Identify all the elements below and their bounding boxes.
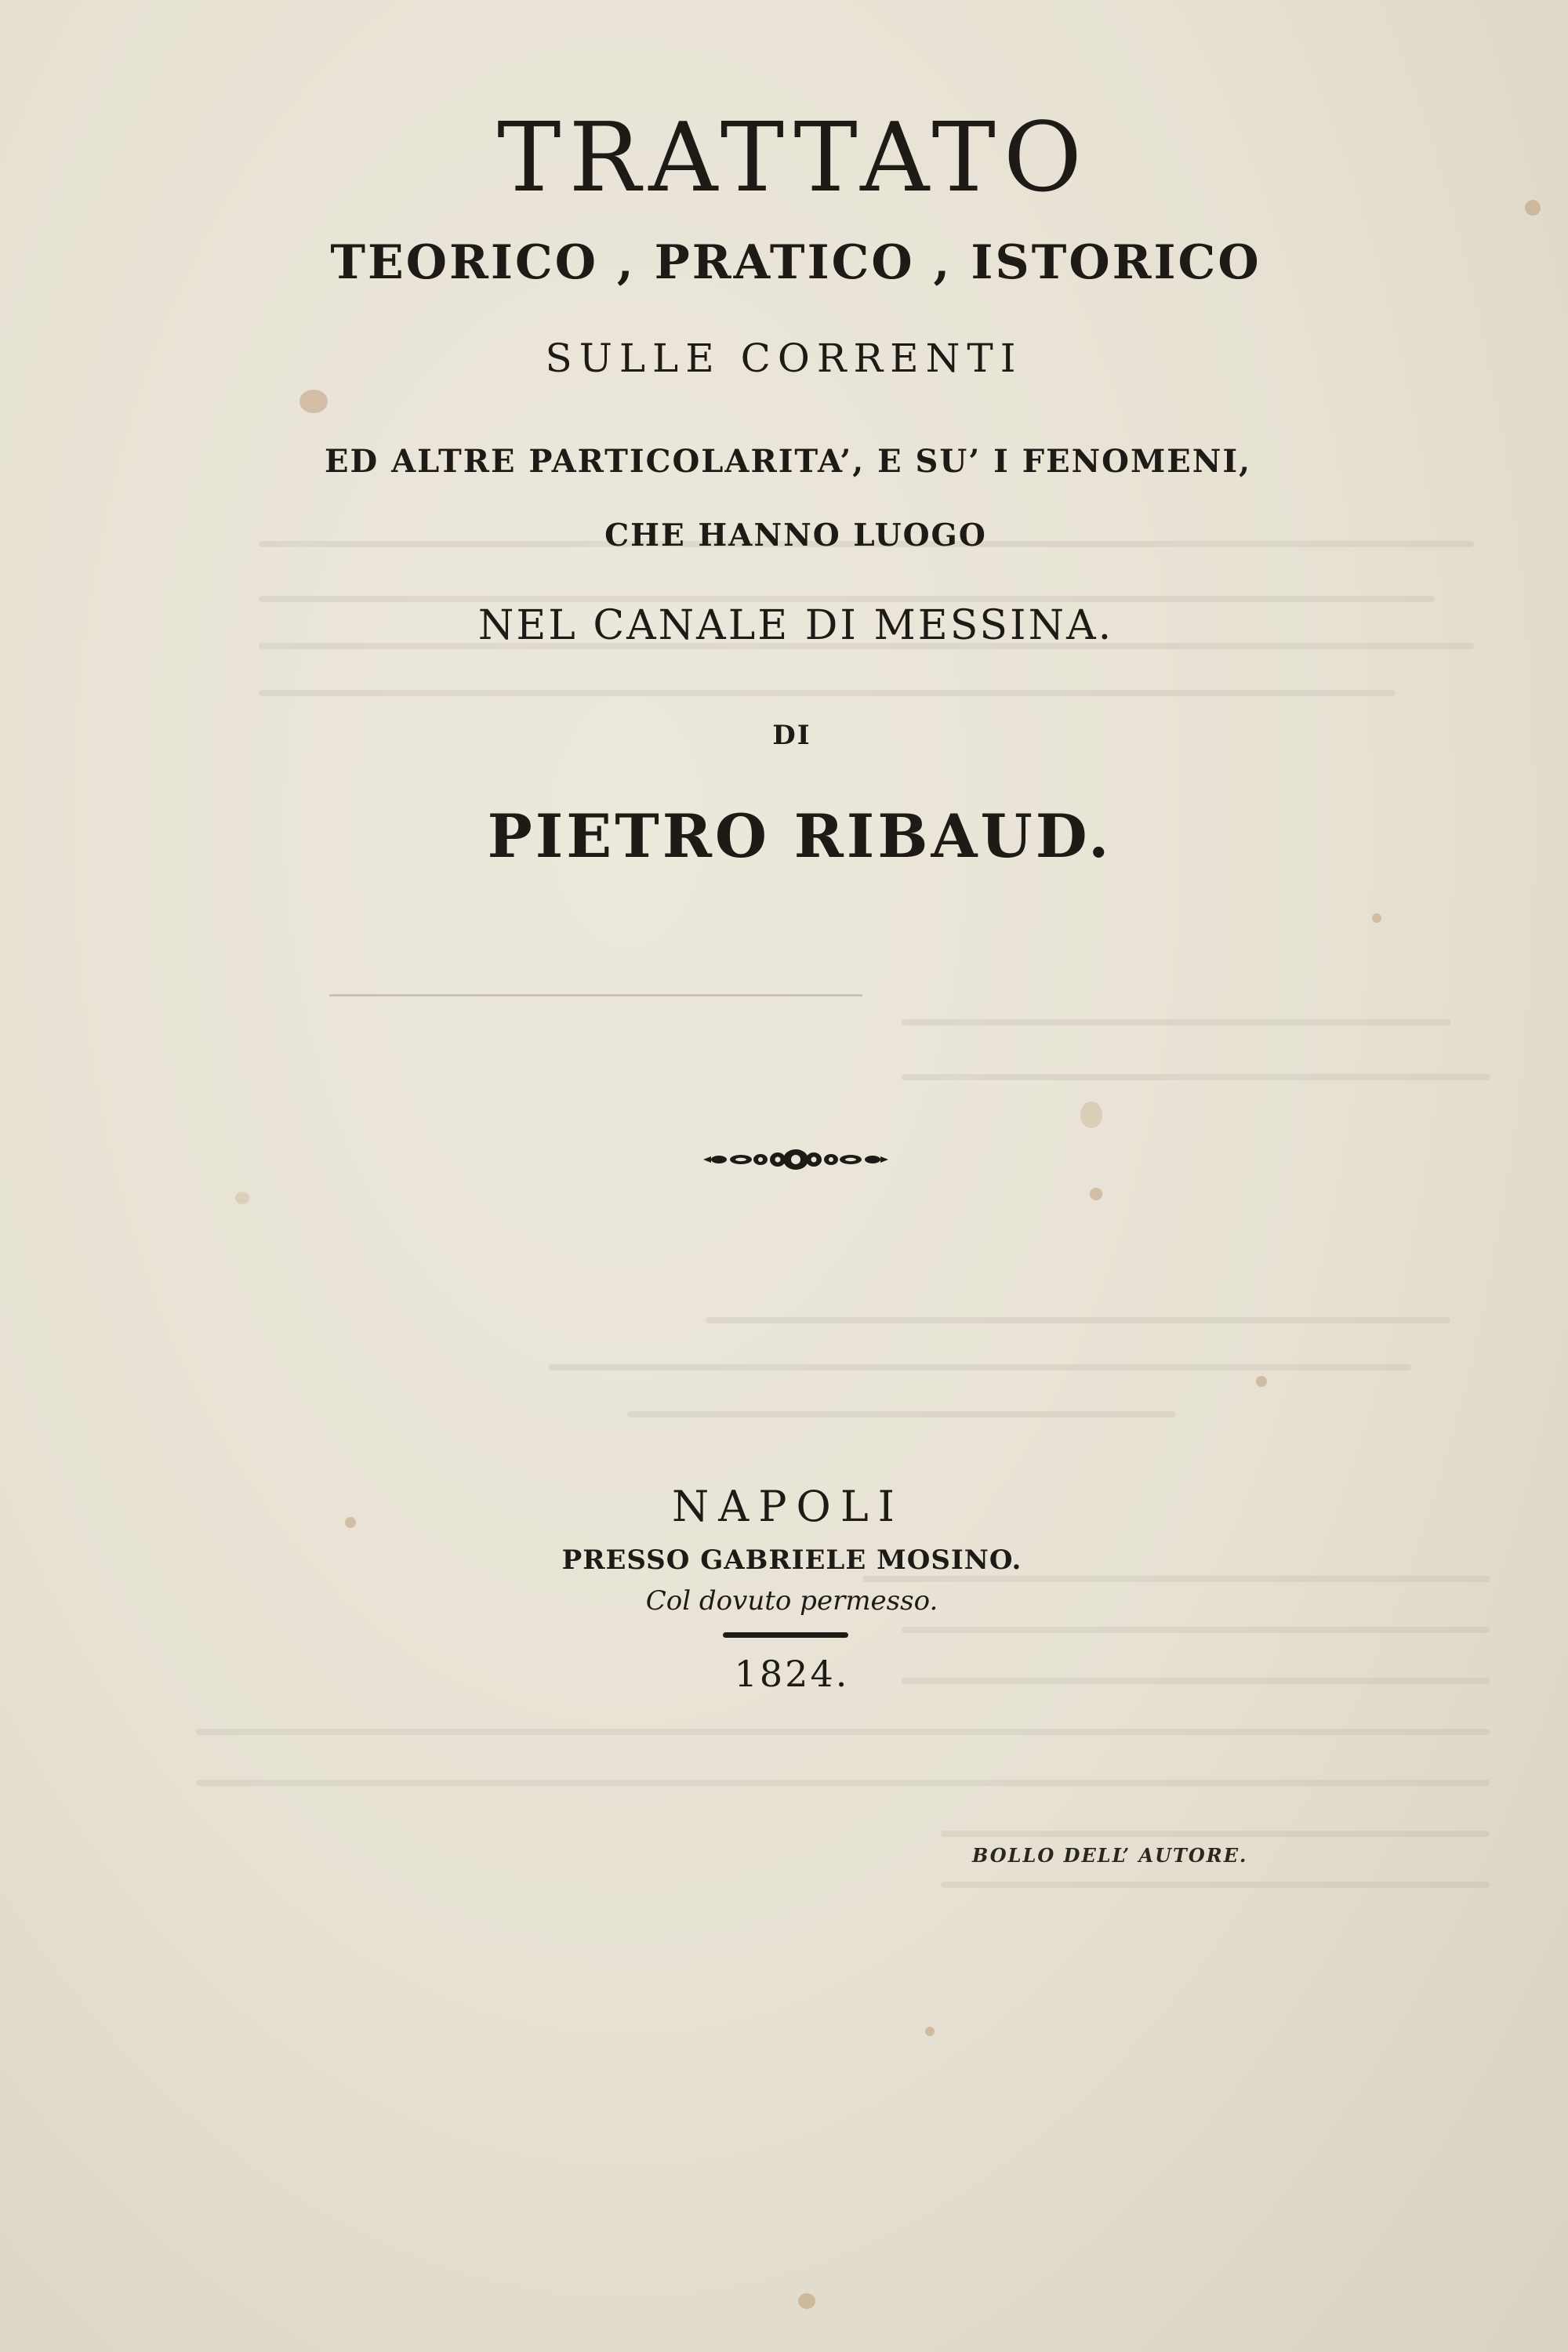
bleed-through-line — [941, 1831, 1490, 1837]
foxing-spot — [1090, 1188, 1102, 1200]
decorative-rule — [723, 1632, 848, 1638]
bleed-through-line — [259, 690, 1396, 696]
imprint-place: NAPOLI — [671, 1482, 905, 1531]
bleed-through-line — [941, 1882, 1490, 1888]
bleed-through-line — [549, 1364, 1411, 1370]
foxing-spot — [798, 2293, 815, 2309]
author-name: PIETRO RIBAUD. — [487, 801, 1112, 871]
foxing-spot — [235, 1192, 249, 1204]
imprint-printer: PRESSO GABRIELE MOSINO. — [561, 1544, 1022, 1576]
bleed-through-line — [902, 1019, 1450, 1025]
book-title: TRATTATO — [497, 102, 1090, 213]
paper-fold-crease — [329, 994, 862, 996]
subtitle-line-2: SULLE CORRENTI — [545, 336, 1023, 381]
bleed-through-line — [259, 596, 1435, 602]
subtitle-line-5: NEL CANALE DI MESSINA. — [477, 602, 1114, 649]
bleed-through-line — [862, 1576, 1490, 1582]
bleed-through-line — [196, 1729, 1490, 1735]
imprint-year: 1824. — [734, 1653, 850, 1695]
imprint-permission: Col dovuto permesso. — [645, 1585, 938, 1617]
author-preposition: DI — [772, 720, 811, 751]
foxing-spot — [299, 390, 328, 413]
foxing-spot — [925, 2027, 935, 2036]
subtitle-line-1: TEORICO , PRATICO , ISTORICO — [330, 235, 1261, 290]
foxing-spot — [1372, 913, 1381, 923]
foxing-spot — [1080, 1102, 1102, 1128]
bleed-through-line — [706, 1317, 1450, 1323]
subtitle-line-3: ED ALTRE PARTICOLARITA’, E SU’ I FENOMENI, — [324, 443, 1251, 480]
author-stamp-text: BOLLO DELL’ AUTORE. — [972, 1844, 1248, 1867]
bleed-through-line — [196, 1780, 1490, 1786]
bleed-through-line — [627, 1411, 1176, 1417]
subtitle-line-4: CHE HANNO LUOGO — [604, 517, 987, 554]
floral-ornament-icon — [702, 1146, 890, 1173]
bleed-through-line — [902, 1627, 1490, 1633]
foxing-spot — [1256, 1376, 1267, 1387]
bleed-through-line — [902, 1074, 1490, 1080]
